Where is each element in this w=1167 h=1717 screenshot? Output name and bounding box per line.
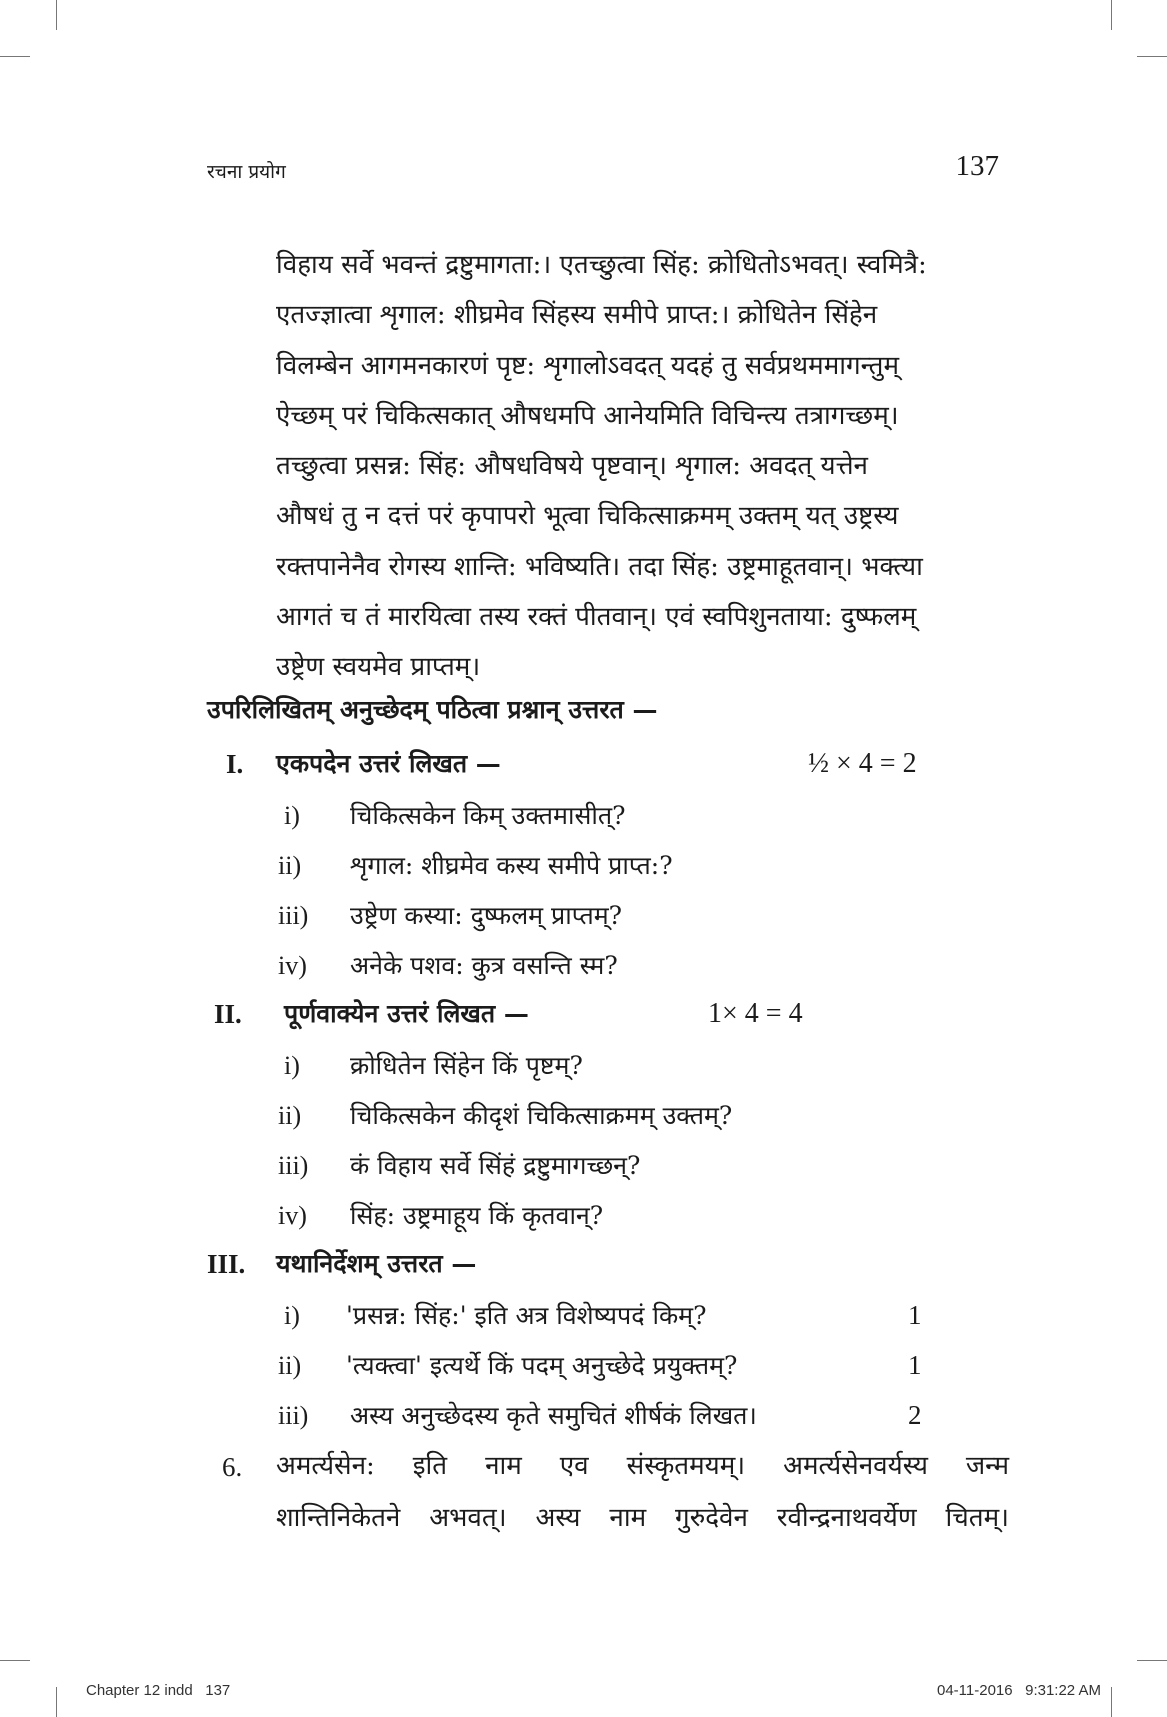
question-text: कं विहाय सर्वे सिंहं द्रष्टुमागच्छन्? <box>350 1151 641 1180</box>
question-text: अस्य अनुच्छेदस्य कृते समुचितं शीर्षकं लिखत। <box>350 1401 757 1430</box>
section-marks: ½ × 4 = 2 <box>808 748 917 779</box>
footer-timestamp: 04-11-2016 9:31:22 AM <box>936 1682 1101 1699</box>
question-text: चिकित्सकेन कीदृशं चिकित्साक्रमम् उक्तम्? <box>350 1101 733 1130</box>
passage-line: एतज्ज्ञात्वा शृगाल: शीघ्रमेव सिंहस्य समीपे प्राप्त:। क्रोधितेन सिंहेन <box>276 300 878 331</box>
question-text: 'प्रसन्न: सिंह:' इति अत्र विशेष्यपदं किम्? <box>346 1301 707 1330</box>
section-numeral: II. <box>214 999 242 1029</box>
section-marks: 1× 4 = 4 <box>708 998 803 1029</box>
page-number: 137 <box>955 150 999 182</box>
question-number: ii) <box>278 1101 302 1130</box>
question-text: अनेके पशव: कुत्र वसन्ति स्म? <box>350 951 618 980</box>
question-number: iii) <box>278 901 309 930</box>
question-text: 'त्यक्त्वा' इत्यर्थे किं पदम् अनुच्छेदे प्रयुक्तम्? <box>346 1351 738 1380</box>
paragraph-line: अमर्त्यसेन: इति नाम एव संस्कृतमयम्। अमर्त्यसेनवर्यस्य जन्म <box>276 1451 1009 1481</box>
passage-line: आगतं च तं मारयित्वा तस्य रक्तं पीतवान्। एवं स्वपिशुनताया: दुष्फलम् <box>276 602 917 633</box>
section-numeral: III. <box>207 1249 246 1279</box>
question-number: ii) <box>278 1351 302 1380</box>
question-mark: 1 <box>908 1350 922 1380</box>
footer-file-info: Chapter 12 indd 137 <box>86 1682 231 1699</box>
exercise-instruction: उपरिलिखितम् अनुच्छेदम् पठित्वा प्रश्नान् उत्तरत — <box>207 695 658 724</box>
question-number: i) <box>284 801 300 830</box>
question-number: iii) <box>278 1401 309 1430</box>
question-number: iv) <box>278 951 307 980</box>
question-mark: 1 <box>908 1300 922 1330</box>
section-title: पूर्णवाक्येन उत्तरं लिखत — <box>284 999 529 1028</box>
crop-mark <box>0 56 30 57</box>
crop-mark <box>0 1660 30 1661</box>
paragraph-number: 6. <box>222 1452 243 1482</box>
question-number: i) <box>284 1051 300 1080</box>
crop-mark <box>1111 1687 1112 1717</box>
question-number: iii) <box>278 1151 309 1180</box>
question-text: क्रोधितेन सिंहेन किं पृष्टम्? <box>350 1051 583 1080</box>
crop-mark <box>1137 56 1167 57</box>
passage-line: ऐच्छम् परं चिकित्सकात् औषधमपि आनेयमिति विचिन्त्य तत्रागच्छम्। <box>276 400 899 431</box>
crop-mark <box>56 1687 57 1717</box>
question-text: चिकित्सकेन किम् उक्तमासीत्? <box>350 801 626 830</box>
passage-line: रक्तपानेनैव रोगस्य शान्ति: भविष्यति। तदा सिंह: उष्ट्रमाहूतवान्। भक्त्या <box>276 551 923 582</box>
crop-mark <box>1111 0 1112 30</box>
question-text: शृगाल: शीघ्रमेव कस्य समीपे प्राप्त:? <box>350 851 673 880</box>
section-numeral: I. <box>226 749 244 779</box>
question-mark: 2 <box>908 1400 922 1430</box>
crop-mark <box>56 0 57 30</box>
question-text: उष्ट्रेण कस्या: दुष्फलम् प्राप्तम्? <box>350 901 623 930</box>
paragraph-6 <box>276 1440 1009 1544</box>
crop-mark <box>1137 1660 1167 1661</box>
passage-line: औषधं तु न दत्तं परं कृपापरो भूत्वा चिकित्साक्रमम् उक्तम् यत् उष्ट्रस्य <box>276 501 899 532</box>
passage-line: विहाय सर्वे भवन्तं द्रष्टुमागता:। एतच्छुत्वा सिंह: क्रोधितोऽभवत्। स्वमित्रै: <box>276 250 927 280</box>
passage-line: तच्छुत्वा प्रसन्न: सिंह: औषधविषये पृष्टवान्। शृगाल: अवदत् यत्तेन <box>276 451 868 482</box>
question-text: सिंह: उष्ट्रमाहूय किं कृतवान्? <box>350 1201 604 1230</box>
section-title: एकपदेन उत्तरं लिखत — <box>276 749 501 778</box>
paragraph-line: शान्तिनिकेतने अभवत्। अस्य नाम गुरुदेवेन रवीन्द्रनाथवर्येण चितम्। <box>276 1503 1009 1533</box>
question-number: i) <box>284 1301 300 1330</box>
section-title: यथानिर्देशम् उत्तरत — <box>276 1249 477 1278</box>
passage-line: विलम्बेन आगमनकारणं पृष्ट: शृगालोऽवदत् यदहं तु सर्वप्रथममागन्तुम् <box>276 350 900 381</box>
passage-line: उष्ट्रेण स्वयमेव प्राप्तम्। <box>276 652 481 683</box>
running-title: रचना प्रयोग <box>207 161 286 183</box>
question-number: ii) <box>278 851 302 880</box>
question-number: iv) <box>278 1201 307 1230</box>
story-passage <box>276 240 1009 693</box>
